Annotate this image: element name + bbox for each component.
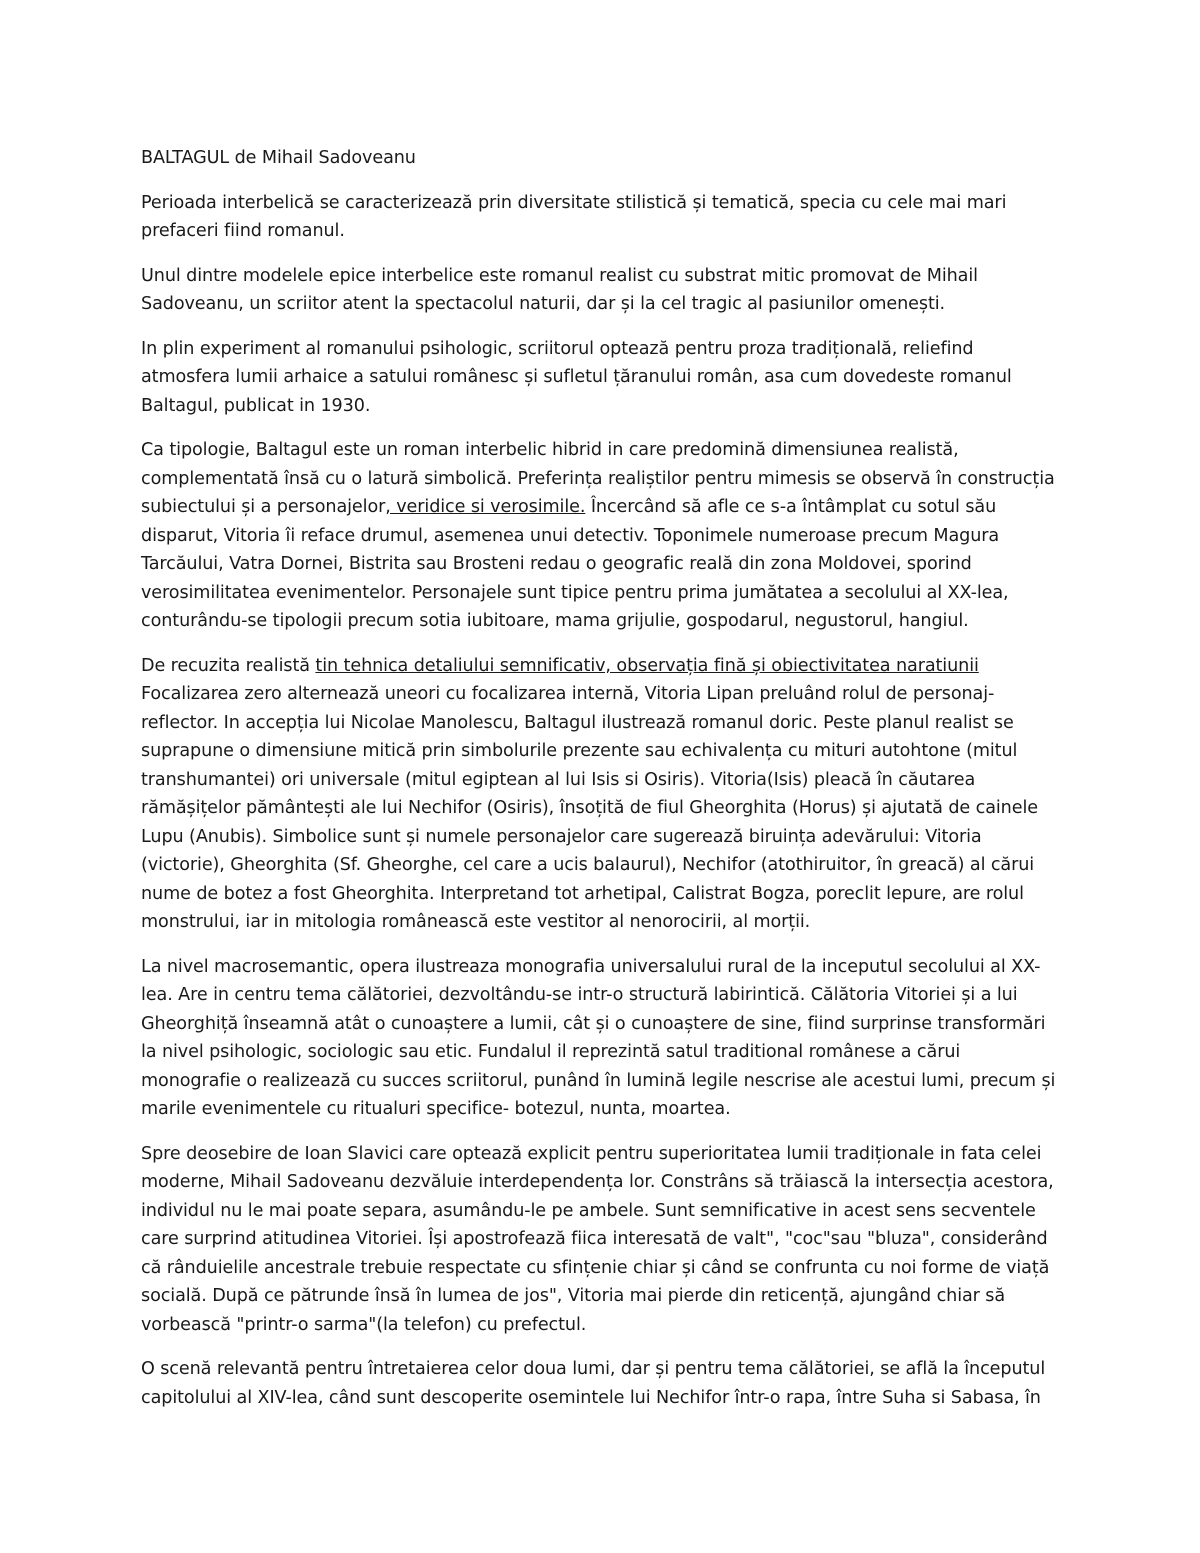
paragraph-text: De recuzita realistă: [141, 655, 316, 676]
paragraph-text: Spre deosebire de Ioan Slavici care optează explicit pentru superioritatea lumii tradiționale in fata celei moderne, Mihail Sadoveanu dezvăluie interdependența lor. Constrâns să trăiască la intersecția acestora, individul nu le mai poate separa, asumându-le pe ambele. Sunt semnificative in acest sens secventele care surprind atitudinea Vitoriei. Își apostrofează fiica interesată de valt", "coc"sau "bluza", considerând că rânduielile ancestrale trebuie respectate cu sfințenie chiar și când se confrunta cu noi forme de viață socială. După ce pătrunde însă în lumea de jos", Vitoria mai pierde din reticență, ajungând chiar să vorbească "printr-o sarma"(la telefon) cu prefectul.: [141, 1143, 1054, 1335]
paragraph-text: Încercând să afle ce s-a întâmplat cu sotul său disparut, Vitoria îi reface drumul, asemenea unui detectiv. Toponimele numeroase precum Magura Tarcăului, Vatra Dornei, Bistrita sau Brosteni redau o geografic reală din zona Moldovei, sporind verosimilitatea evenimentelor. Personajele sunt tipice pentru prima jumătatea a secolului al XX-lea, conturându-se tipologii precum sotia iubitoare, mama grijulie, gospodarul, negustorul, hangiul.: [141, 497, 1009, 631]
paragraph-text: Perioada interbelică se caracterizează prin diversitate stilistică și tematică, specia cu cele mai mari prefaceri fiind romanul.: [141, 192, 1007, 241]
paragraph-text: O scenă relevantă pentru întretaierea celor doua lumi, dar și pentru tema călătoriei, se află la începutul capitolului al XIV-lea, când sunt descoperite osemintele lui Nechifor într-o rapa, între Suha si Sabasa, în: [141, 1359, 1046, 1408]
paragraph-1: [141, 189, 1061, 246]
paragraph-4: [141, 436, 1061, 636]
paragraph-text: In plin experiment al romanului psihologic, scriitorul optează pentru proza tradițională, reliefind atmosfera lumii arhaice a satului românesc și sufletul țăranului român, asa cum dovedeste romanul Baltagul, publicat in 1930.: [141, 338, 1012, 416]
document-title: BALTAGUL de Mihail Sadoveanu: [141, 148, 416, 168]
paragraph-2: [141, 262, 1061, 319]
underlined-text: tin tehnica detaliului semnificativ, observația fină și obiectivitatea naratiunii: [315, 655, 979, 676]
paragraph-text: La nivel macrosemantic, opera ilustreaza monografia universalului rural de la inceputul secolului al XX-lea. Are in centru tema călătoriei, dezvoltându-se intr-o structură labirintică. Călătoria Vitoriei și a lui Gheorghiță înseamnă atât o cunoaștere a lumii, cât și o cunoaștere de sine, fiind surprinse transformări la nivel psihologic, sociologic sau etic. Fundalul il reprezintă satul traditional românese a cărui monografie o realizează cu succes scriitorul, punând în lumină legile nescrise ale acestui lumi, precum și marile evenimentele cu ritualuri specifice- botezul, nunta, moartea.: [141, 956, 1056, 1119]
underlined-text: , veridice si verosimile.: [385, 497, 586, 517]
paragraph-7: [141, 1140, 1061, 1340]
paragraph-text: Focalizarea zero alternează uneori cu focalizarea internă, Vitoria Lipan preluând rolul de personaj-reflector. In accepția lui Nicolae Manolescu, Baltagul ilustrează romanul doric. Peste planul realist se suprapune o dimensiune mitică prin simbolurile prezente sau echivalența cu mituri autohtone (mitul transhumantei) ori universale (mitul egiptean al lui Isis si Osiris). Vitoria(Isis) pleacă în căutarea rămășițelor pământești ale lui Nechifor (Osiris), însoțită de fiul Gheorghita (Horus) și ajutată de cainele Lupu (Anubis). Simbolice sunt și numele personajelor care sugerează biruința adevărului: Vitoria (victorie), Gheorghita (Sf. Gheorghe, cel care a ucis balaurul), Nechifor (atothiruitor, în greacă) al cărui nume de botez a fost Gheorghita. Interpretand tot arhetipal, Calistrat Bogza, poreclit lepure, are rolul monstrului, iar in mitologia românească este vestitor al nenorocirii, al morții.: [141, 684, 1038, 932]
paragraph-8: [141, 1355, 1061, 1412]
paragraph-text: Unul dintre modelele epice interbelice este romanul realist cu substrat mitic promovat de Mihail Sadoveanu, un scriitor atent la spectacolul naturii, dar și la cel tragic al pasiunilor omenești.: [141, 265, 978, 314]
paragraph-6: [141, 953, 1061, 1124]
paragraph-text: Ca tipologie, Baltagul este un roman interbelic hibrid in care predomină dimensiunea realistă, complementată însă cu o latură simbolică. Preferința realiștilor pentru mimesis se observă în construcția subiectului și a personajelor: [141, 440, 1055, 517]
paragraph-3: [141, 335, 1061, 421]
paragraph-5: [141, 652, 1061, 937]
document-body: [141, 144, 1061, 1428]
